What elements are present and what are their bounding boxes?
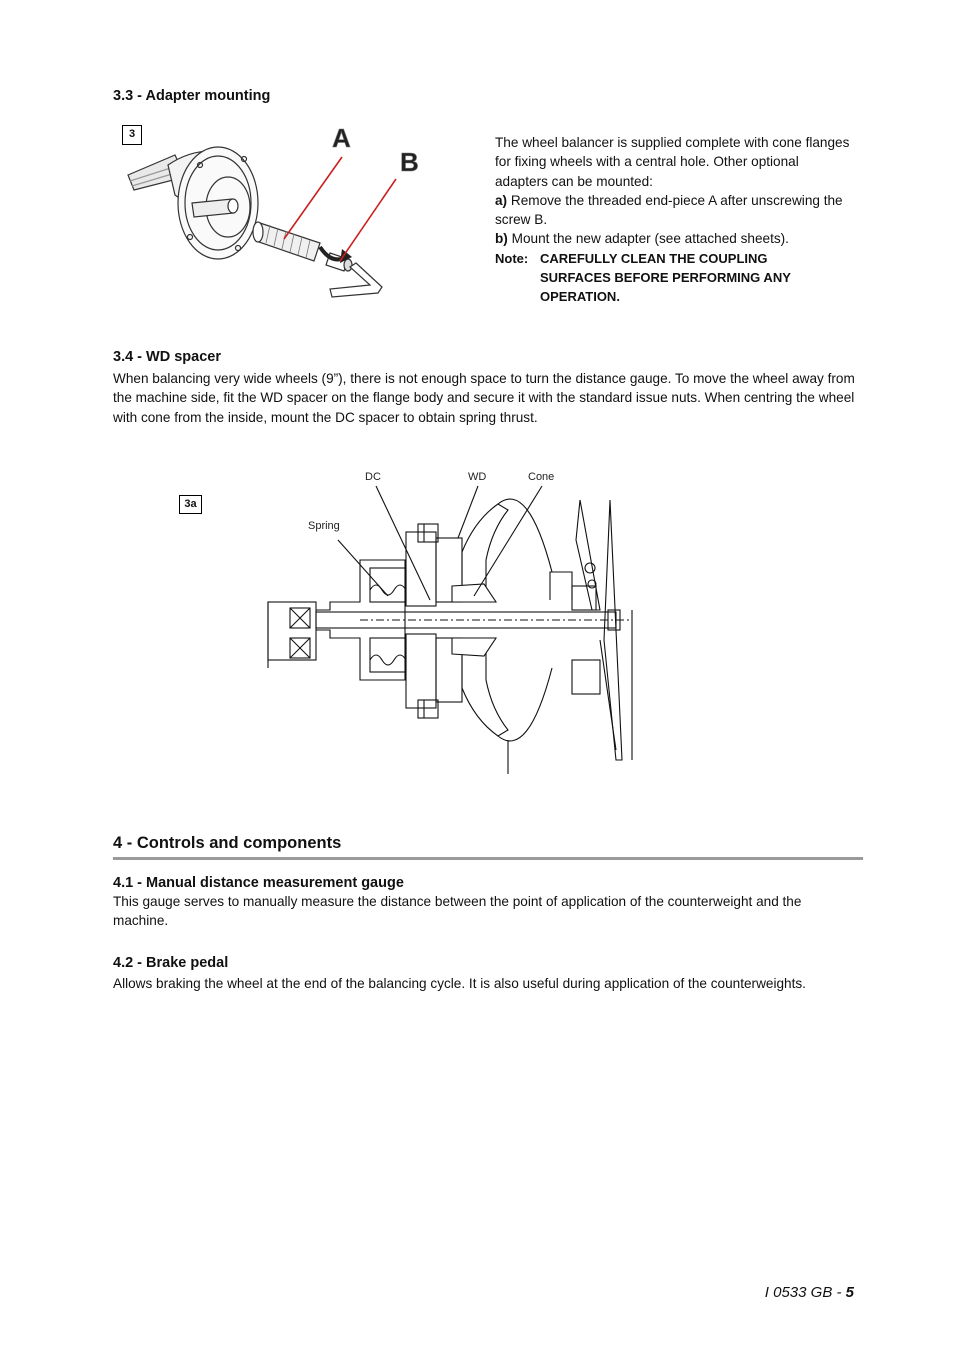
note — [495, 249, 855, 307]
section-4-heading: 4 - Controls and components — [113, 834, 342, 852]
adapter-mounting-text — [495, 133, 855, 307]
step-a — [495, 191, 855, 230]
wd-spacer-body: When balancing very wide wheels (9”), there is not enough space to turn the distance gauge. To move the wheel away from the machine side, fit the WD spacer on the flange body and secure it with the standard issue nuts. When centring the wheel with cone from the inside, mount the DC spacer to obtain spring thrust. — [113, 371, 855, 425]
label-wd: WD — [468, 471, 487, 483]
section-3-3-heading: 3.3 - Adapter mounting — [113, 88, 271, 104]
label-dc: DC — [365, 471, 381, 483]
label-b: B — [400, 147, 419, 177]
adapter-intro: The wheel balancer is supplied complete with cone flanges for fixing wheels with a central hole. Other optional adapters can be mounted: — [495, 135, 850, 189]
step-a-label: a) — [495, 192, 508, 208]
label-cone: Cone — [528, 471, 555, 483]
section-4-1-heading: 4.1 - Manual distance measurement gauge — [113, 875, 404, 891]
section-4-2-heading: 4.2 - Brake pedal — [113, 955, 229, 971]
doc-code: I 0533 GB - — [764, 1284, 846, 1301]
step-b — [495, 229, 855, 248]
page-number: 5 — [845, 1284, 854, 1301]
wd-spacer-figure — [260, 460, 640, 775]
figure-3-tag: 3 — [122, 125, 142, 145]
label-spring: Spring — [308, 520, 340, 532]
section-4-2-body: Allows braking the wheel at the end of the balancing cycle. It is also useful during application of the counterweights. — [113, 976, 806, 991]
label-a: A — [332, 123, 351, 153]
step-b-text: Mount the new adapter (see attached sheets). — [507, 231, 789, 247]
note-text: CAREFULLY CLEAN THE COUPLING SURFACES BEFORE PERFORMING ANY OPERATION. — [540, 250, 791, 305]
section-4-1-body: This gauge serves to manually measure the distance between the point of application of the counterweight and the machine. — [113, 894, 802, 929]
section-3-4-heading: 3.4 - WD spacer — [113, 349, 221, 365]
adapter-mounting-figure — [120, 115, 490, 315]
step-a-text: Remove the threaded end-piece A after unscrewing the screw B. — [495, 192, 843, 228]
section-divider — [113, 857, 863, 860]
note-label: Note: — [495, 250, 529, 266]
figure-3a-tag: 3a — [179, 495, 202, 514]
step-b-label: b) — [495, 231, 508, 247]
page-footer — [765, 1284, 854, 1301]
